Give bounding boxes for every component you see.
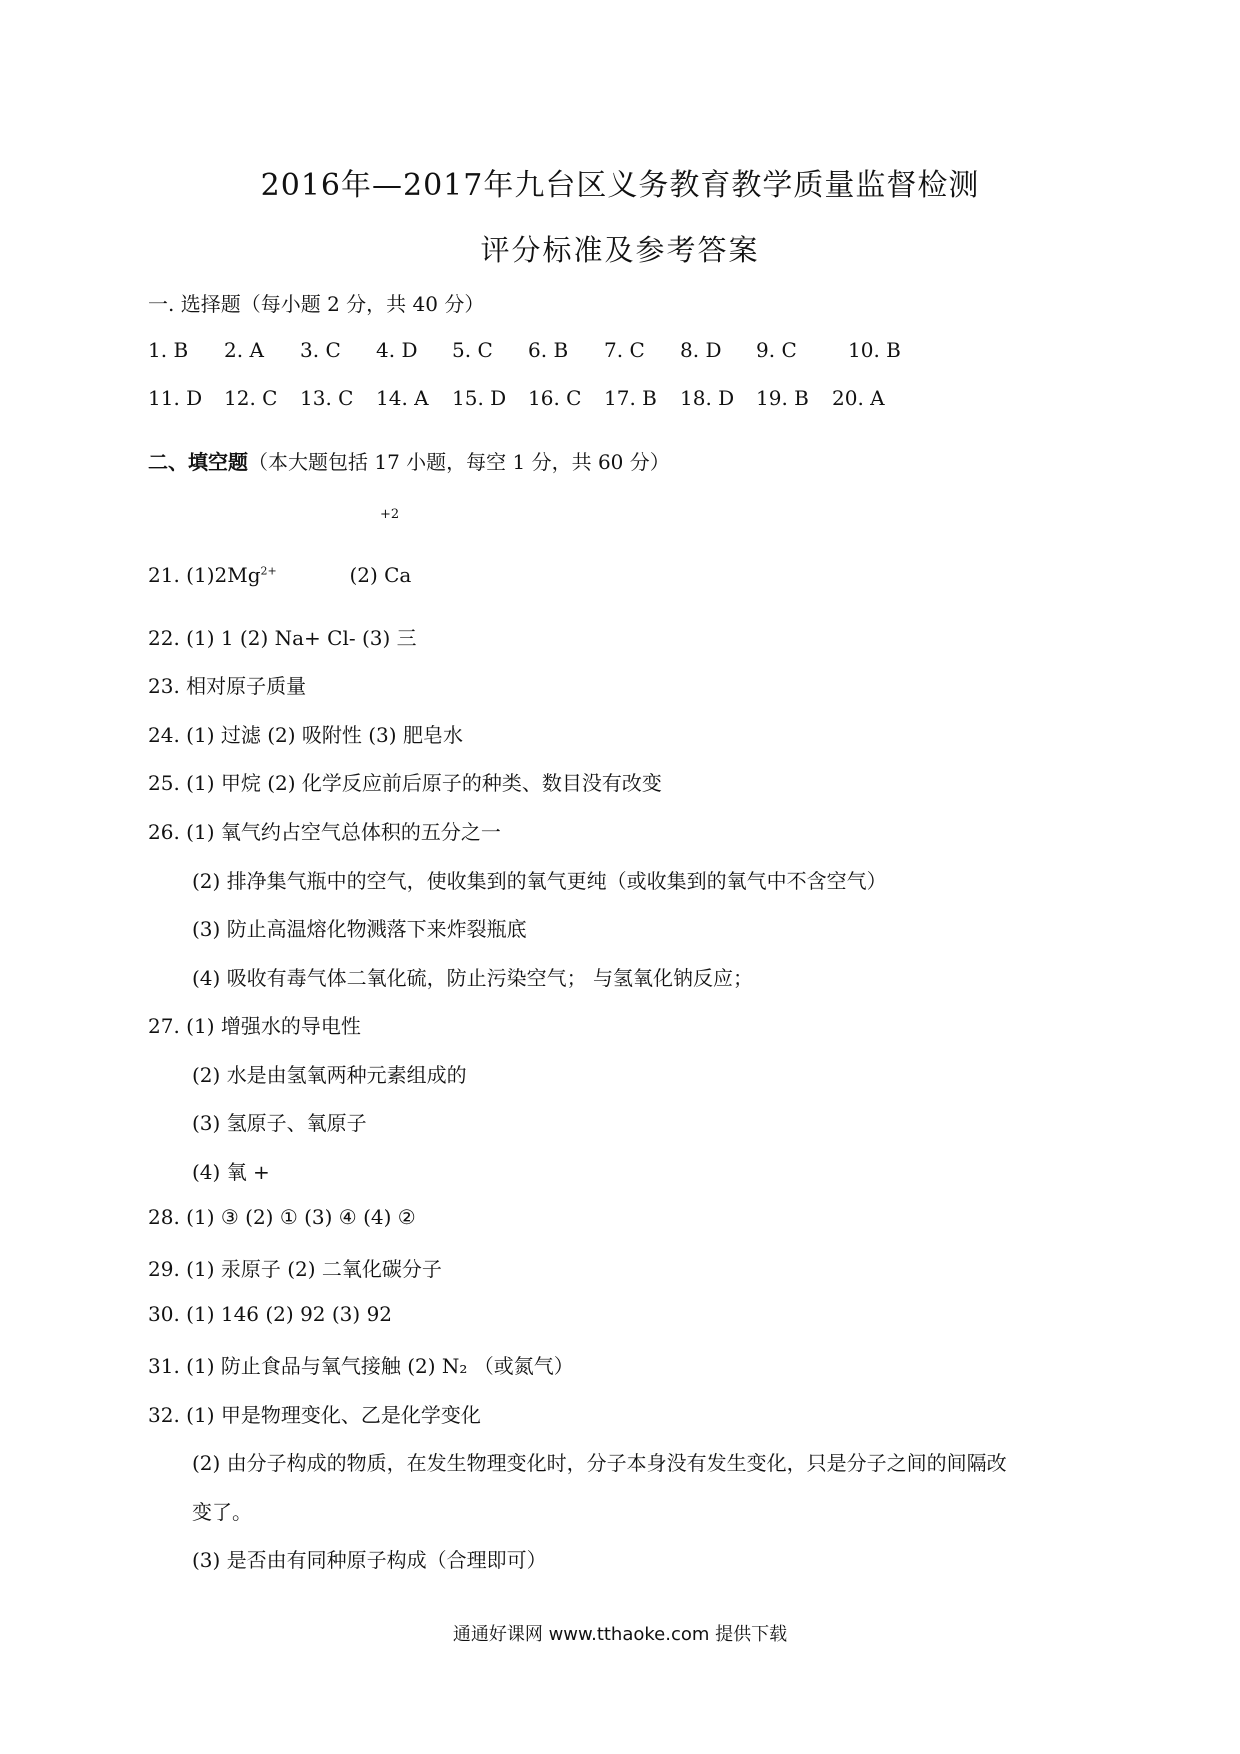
mcq-answer: 7. C — [604, 338, 645, 362]
mcq-row-2 — [148, 386, 908, 410]
footer-source-note: 通通好课网 www.tthaoke.com 提供下载 — [452, 1624, 788, 1645]
answer-26-3: (3) 防止高温熔化物溅落下来炸裂瓶底 — [192, 917, 527, 941]
mcq-answer: 12. C — [224, 386, 278, 410]
answer-27-1: 27. (1) 增强水的导电性 — [148, 1014, 361, 1038]
answer-26-2: (2) 排净集气瓶中的空气，使收集到的氧气更纯（或收集到的氧气中不含空气） — [192, 869, 887, 893]
answer-21-part1: 21. (1)2Mg — [148, 563, 261, 587]
mcq-answer: 6. B — [528, 338, 569, 362]
answer-24: 24. (1) 过滤 (2) 吸附性 (3) 肥皂水 — [148, 723, 463, 747]
answer-26-1: 26. (1) 氧气约占空气总体积的五分之一 — [148, 820, 501, 844]
answer-21-part2: (2) Ca — [349, 563, 412, 587]
answer-31: 31. (1) 防止食品与氧气接触 (2) N₂ （或氮气） — [148, 1354, 574, 1378]
mcq-answer: 15. D — [452, 386, 507, 410]
answer-26-4: (4) 吸收有毒气体二氧化硫，防止污染空气； 与氢氧化钠反应； — [192, 966, 754, 990]
mcq-answer: 2. A — [224, 338, 264, 362]
answer-27-2: (2) 水是由氢氧两种元素组成的 — [192, 1063, 467, 1087]
answer-25: 25. (1) 甲烷 (2) 化学反应前后原子的种类、数目没有改变 — [148, 771, 662, 795]
answer-23: 23. 相对原子质量 — [148, 674, 307, 698]
answer-22: 22. (1) 1 (2) Na+ Cl- (3) 三 — [148, 626, 417, 650]
answer-28: 28. (1) ③ (2) ① (3) ④ (4) ② — [148, 1205, 416, 1229]
mcq-answer: 13. C — [300, 386, 354, 410]
mcq-answer: 17. B — [604, 386, 657, 410]
mcq-row-1 — [148, 338, 901, 362]
mcq-answer: 14. A — [376, 386, 429, 410]
mcq-answer: 10. B — [848, 338, 901, 362]
mcq-answer: 8. D — [680, 338, 722, 362]
answer-32-2: (2) 由分子构成的物质，在发生物理变化时，分子本身没有发生变化，只是分子之间的间隔改 — [192, 1451, 1007, 1475]
mcq-answer: 1. B — [148, 338, 189, 362]
answer-29: 29. (1) 汞原子 (2) 二氧化碳分子 — [148, 1257, 442, 1281]
mcq-answer: 4. D — [376, 338, 418, 362]
mcq-answer: 5. C — [452, 338, 493, 362]
mcq-answer: 20. A — [832, 386, 885, 410]
mcq-answer: 9. C — [756, 338, 797, 362]
page-title: 2016年—2017年九台区义务教育教学质量监督检测 — [260, 168, 980, 203]
answer-27-3: (3) 氢原子、氧原子 — [192, 1111, 367, 1135]
ion-charge: 2+ — [260, 564, 277, 578]
answer-32-1: 32. (1) 甲是物理变化、乙是化学变化 — [148, 1403, 481, 1427]
answer-21 — [148, 563, 411, 587]
mcq-answer: 3. C — [300, 338, 341, 362]
page-subtitle: 评分标准及参考答案 — [480, 233, 760, 267]
section2-heading — [148, 446, 670, 475]
mcq-answer: 18. D — [680, 386, 735, 410]
answer-32-2-cont: 变了。 — [192, 1500, 252, 1524]
mcq-answer: 11. D — [148, 386, 203, 410]
section2-heading-label: 二、填空题 — [148, 450, 248, 474]
valence-mark: +2 — [380, 507, 400, 522]
answer-32-3: (3) 是否由有同种原子构成（合理即可） — [192, 1548, 547, 1572]
section2-heading-detail: （本大题包括 17 小题，每空 1 分，共 60 分） — [248, 450, 670, 474]
mcq-answer: 16. C — [528, 386, 582, 410]
mcq-answer: 19. B — [756, 386, 809, 410]
section1-heading: 一. 选择题（每小题 2 分，共 40 分） — [148, 292, 485, 316]
answer-30: 30. (1) 146 (2) 92 (3) 92 — [148, 1302, 393, 1326]
answer-27-4: (4) 氧 + — [192, 1160, 270, 1184]
